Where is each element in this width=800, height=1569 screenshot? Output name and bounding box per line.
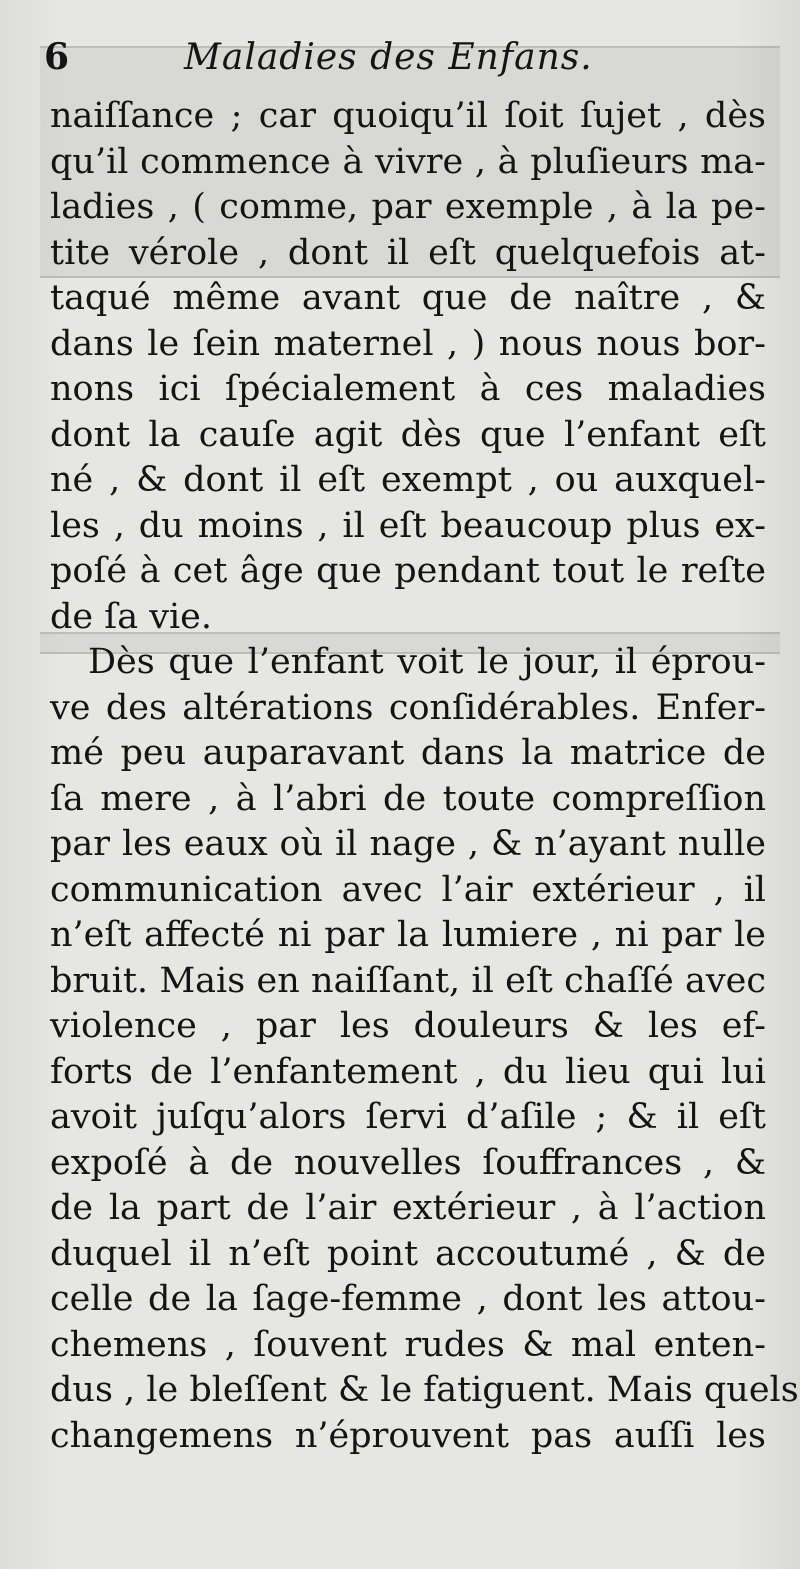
text-line: poſé à cet âge que pendant tout le reſte bbox=[50, 551, 766, 591]
text-line: n’eſt affecté ni par la lumiere , ni par le bbox=[50, 915, 766, 955]
text-line: celle de la ſage-femme , dont les attou- bbox=[50, 1279, 766, 1319]
text-line: nons ici ſpécialement à ces maladies bbox=[50, 369, 766, 409]
text-line: qu’il commence à vivre , à pluſieurs ma- bbox=[50, 141, 766, 182]
text-line: ſa mere , à l’abri de toute compreſſion bbox=[50, 778, 766, 819]
text-line: dus , le bleſſent & le fatiguent. Mais quels bbox=[50, 1370, 799, 1410]
text-line: ladies , ( comme, par exemple , à la pe- bbox=[50, 187, 766, 227]
text-line: né , & dont il eſt exempt , ou auxquel- bbox=[50, 460, 766, 500]
text-line: par les eaux où il nage , & n’ayant nulle bbox=[50, 824, 766, 864]
text-line: tite vérole , dont il eſt quelquefois at- bbox=[50, 232, 766, 273]
text-line: de ſa vie. bbox=[50, 596, 212, 637]
text-line: ve des altérations conſidérables. Enfer- bbox=[50, 687, 766, 728]
text-line: Dès que l’enfant voit le jour, il éprou- bbox=[88, 642, 766, 682]
text-line: bruit. Mais en naiſſant, il eſt chaſſé avec bbox=[50, 960, 766, 1001]
text-line: dont la cauſe agit dès que l’enfant eſt bbox=[50, 414, 766, 455]
text-line: mé peu auparavant dans la matrice de bbox=[50, 733, 766, 773]
text-line: dans le ſein maternel , ) nous nous bor- bbox=[50, 323, 766, 364]
text-line: les , du moins , il eſt beaucoup plus ex- bbox=[50, 505, 766, 546]
text-line: de la part de l’air extérieur , à l’action bbox=[50, 1188, 766, 1228]
text-line: duquel il n’eſt point accoutumé , & de bbox=[50, 1233, 766, 1274]
page-number: 6 bbox=[44, 36, 70, 78]
text-line: forts de l’enfantement , du lieu qui lui bbox=[50, 1051, 766, 1092]
text-line: communication avec l’air extérieur , il bbox=[50, 869, 766, 910]
body-text bbox=[50, 94, 799, 1459]
text-line: expoſé à de nouvelles ſouffrances , & bbox=[50, 1142, 766, 1183]
text-line: naiſſance ; car quoiqu’il ſoit ſujet , dès bbox=[50, 96, 766, 136]
text-line: taqué même avant que de naître , & bbox=[50, 278, 766, 318]
text-line: violence , par les douleurs & les ef- bbox=[50, 1006, 766, 1046]
text-line: avoit juſqu’alors ſervi d’aſile ; & il eſt bbox=[50, 1097, 766, 1137]
running-title: Maladies des Enfans. bbox=[184, 37, 593, 78]
text-line: changemens n’éprouvent pas auſſi les bbox=[50, 1415, 766, 1456]
page-header bbox=[44, 36, 770, 90]
text-line: chemens , ſouvent rudes & mal enten- bbox=[50, 1324, 766, 1365]
